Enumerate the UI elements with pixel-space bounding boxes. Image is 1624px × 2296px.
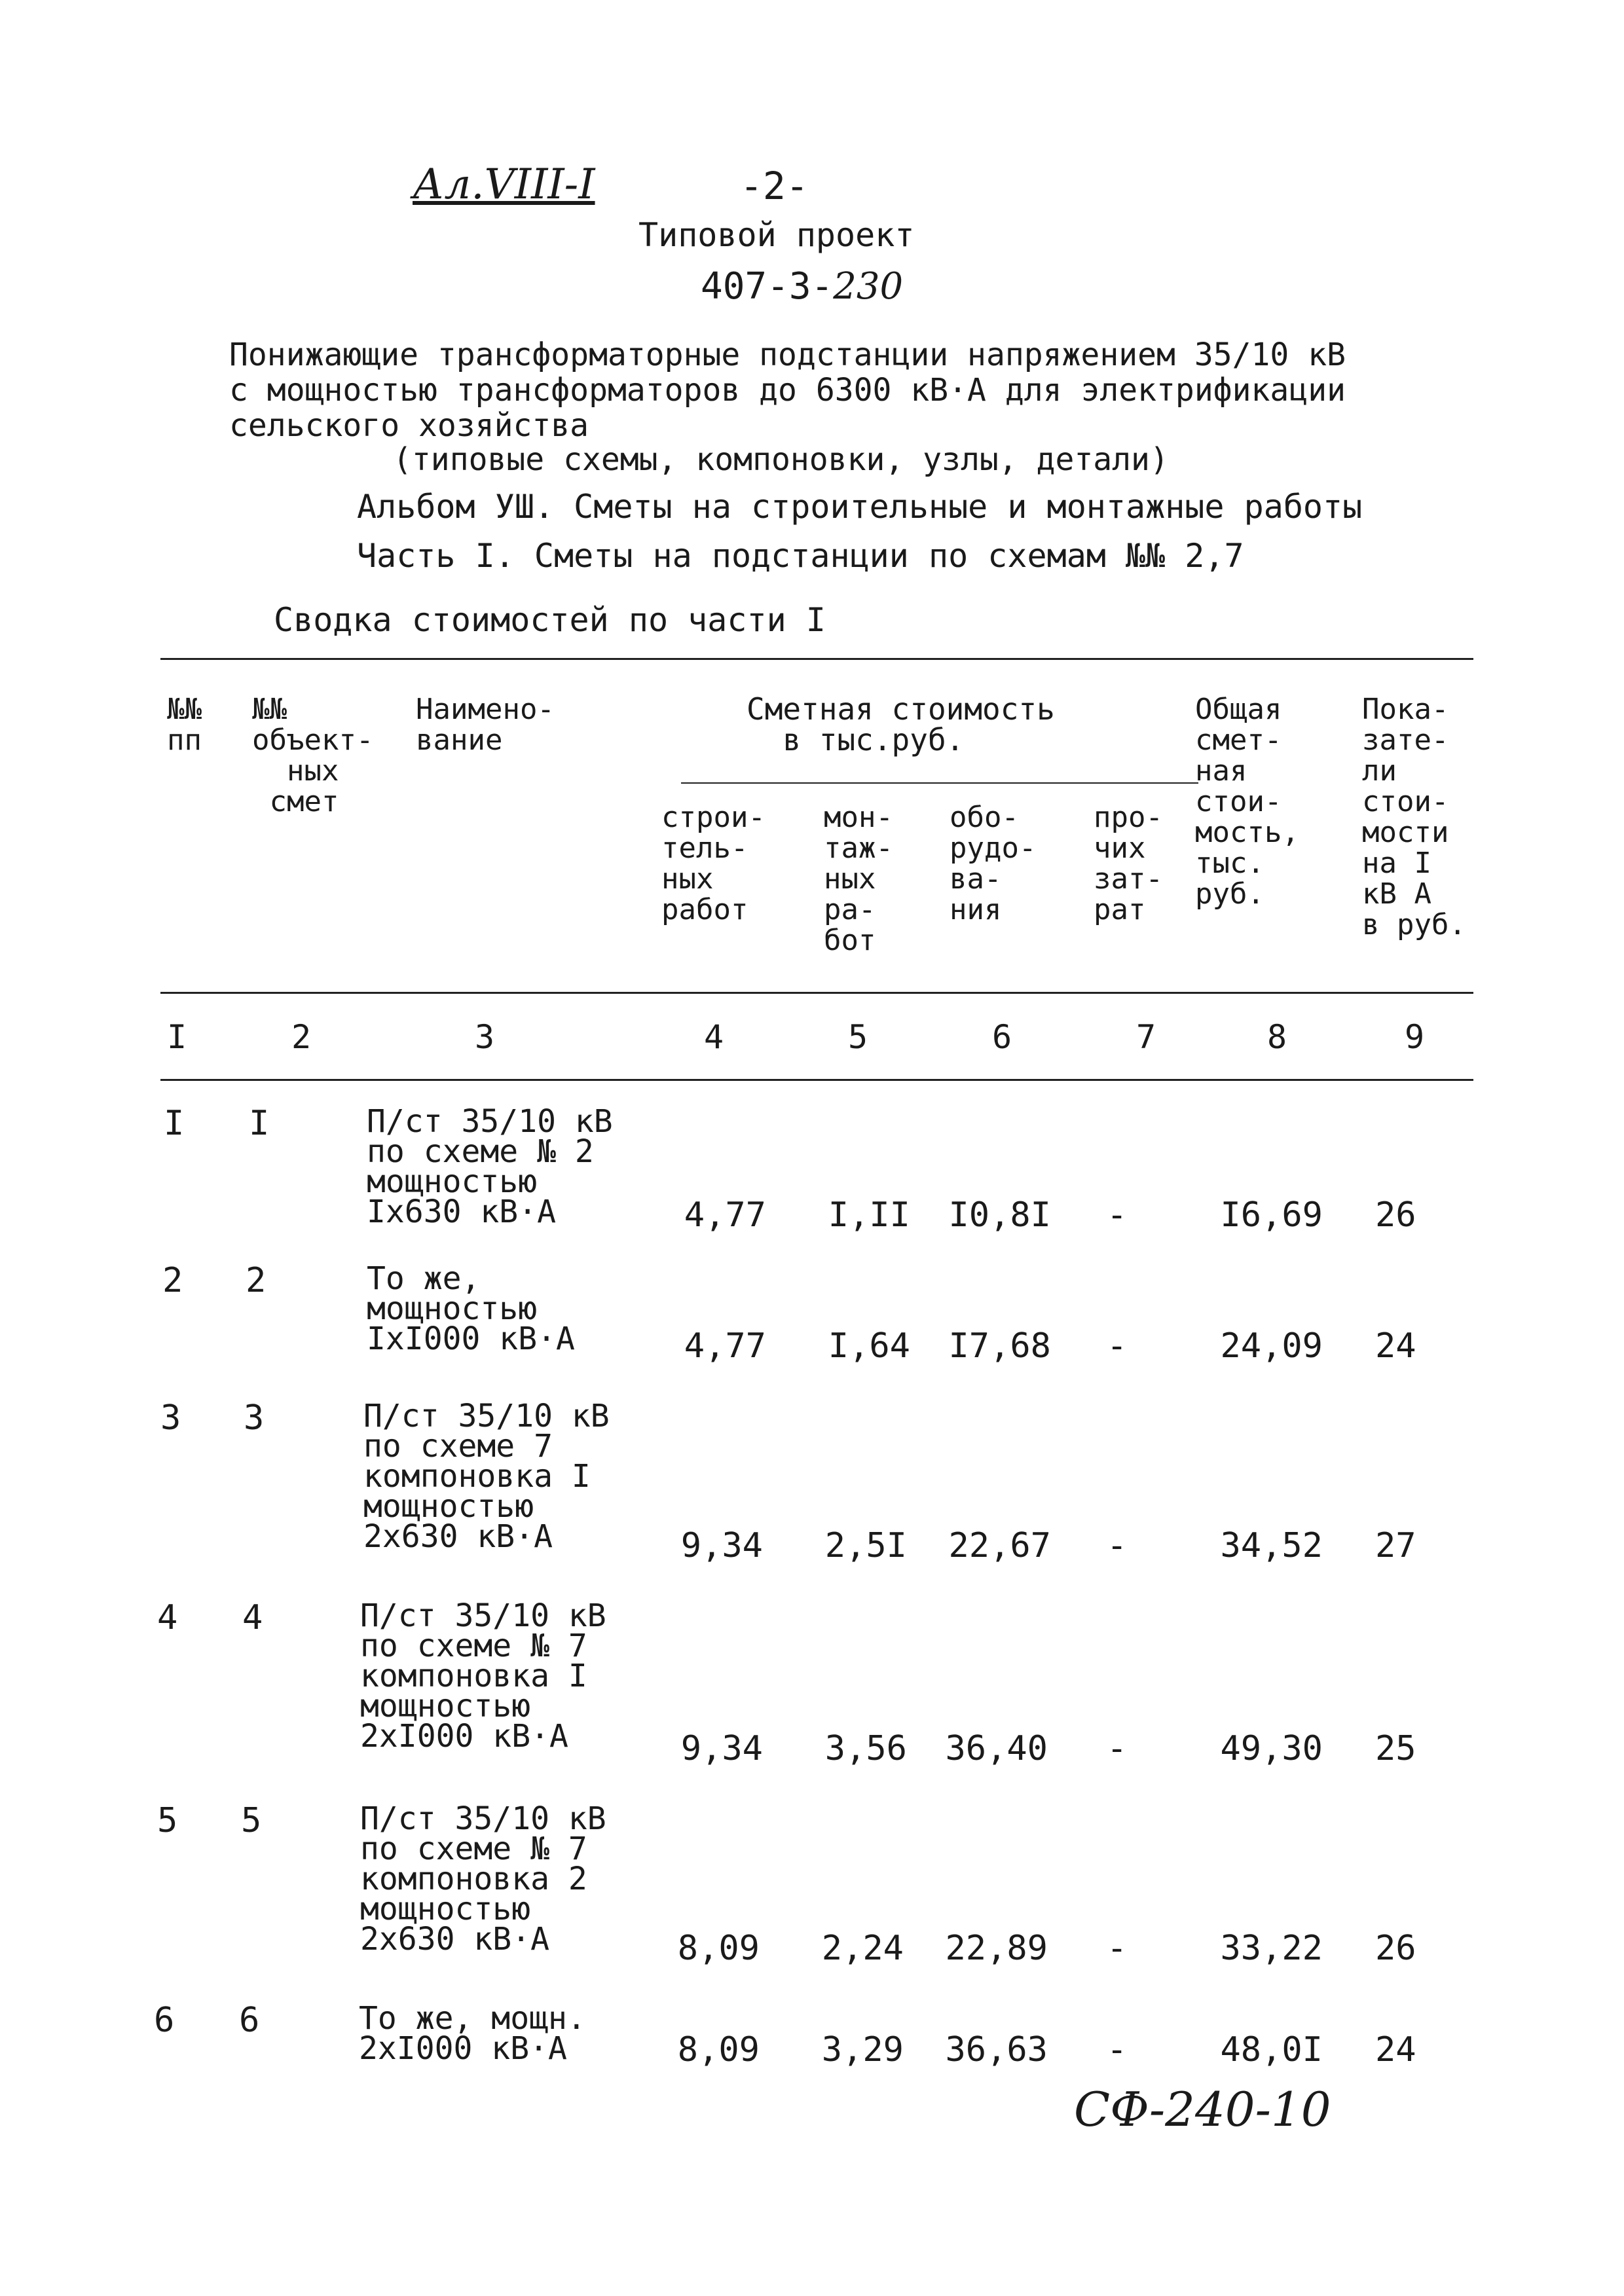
title-line-1: Понижающие трансформаторные подстанции напряжением 35/10 кВ: [229, 337, 1346, 373]
column-numbers-rule: [160, 1079, 1473, 1081]
row-number: 4: [157, 1598, 178, 1637]
other-cost: -: [1107, 1195, 1128, 1235]
title-line-2: с мощностью трансформаторов до 6300 кВ·А для электрификации: [229, 372, 1346, 409]
cost-index: 27: [1375, 1526, 1416, 1565]
installation-cost: 2,24: [821, 1929, 904, 1968]
album-mark: Ал.VIII-I: [413, 160, 595, 209]
column-number: 7: [1135, 1018, 1156, 1056]
title-line-3: сельского хозяйства: [229, 407, 589, 444]
other-cost: -: [1107, 1729, 1128, 1768]
equipment-cost: 36,63: [945, 2030, 1048, 2069]
other-cost: -: [1107, 1526, 1128, 1565]
total-cost: 48,0I: [1220, 2030, 1323, 2069]
construction-cost: 4,77: [684, 1326, 766, 1366]
cost-index: 25: [1375, 1729, 1416, 1768]
object-name: П/ст 35/10 кВ по схеме № 7 компоновка I мощностью 2xI000 кВ·А: [360, 1597, 606, 1755]
cost-index: 24: [1375, 2030, 1416, 2069]
document-stamp: СФ-240-10: [1074, 2082, 1331, 2137]
header-name: Наимено- вание: [416, 693, 555, 757]
total-cost: 33,22: [1220, 1929, 1323, 1968]
column-number: 6: [991, 1018, 1012, 1056]
row-number: 3: [160, 1398, 181, 1438]
estimate-number: 4: [242, 1598, 263, 1637]
album-line: Альбом УШ. Сметы на строительные и монтажные работы: [357, 488, 1363, 526]
equipment-cost: I7,68: [948, 1326, 1051, 1366]
installation-cost: 3,29: [821, 2030, 904, 2069]
total-cost: 49,30: [1220, 1729, 1323, 1768]
equipment-cost: I0,8I: [948, 1195, 1051, 1235]
construction-cost: 8,09: [677, 2030, 760, 2069]
total-cost: 24,09: [1220, 1326, 1323, 1366]
installation-cost: I,64: [828, 1326, 910, 1366]
column-number: 2: [291, 1018, 312, 1056]
other-cost: -: [1107, 2030, 1128, 2069]
estimate-number: 6: [239, 2001, 260, 2040]
project-number: [701, 265, 903, 308]
construction-cost: 8,09: [677, 1929, 760, 1968]
column-number: I: [166, 1018, 187, 1056]
estimate-number: 5: [241, 1801, 262, 1840]
equipment-cost: 36,40: [945, 1729, 1048, 1768]
header-row-number: №№ пп: [167, 693, 202, 757]
installation-cost: 2,5I: [824, 1526, 907, 1565]
construction-cost: 4,77: [684, 1195, 766, 1235]
estimate-number: 3: [244, 1398, 265, 1438]
estimate-number: 2: [246, 1261, 267, 1300]
column-number: 5: [847, 1018, 868, 1056]
estimate-number: I: [249, 1104, 270, 1143]
header-index: Пока- зате- ли стои- мости на I кВ А в руб.: [1362, 693, 1466, 941]
other-cost: -: [1107, 1326, 1128, 1366]
header-other: про- чих зат- рат: [1094, 801, 1163, 926]
header-cost-group: Сметная стоимость в тыс.руб.: [747, 691, 1055, 757]
header-construction: строи- тель- ных работ: [661, 801, 766, 926]
object-name: П/ст 35/10 кВ по схеме 7 компоновка I мощностью 2x630 кВ·А: [363, 1398, 610, 1555]
cost-index: 26: [1375, 1929, 1416, 1968]
header-installation: мон- таж- ных ра- бот: [824, 801, 893, 957]
page-number: -2-: [740, 164, 809, 208]
title-line-4: (типовые схемы, компоновки, узлы, детали): [393, 441, 1169, 478]
column-number: 9: [1404, 1018, 1425, 1056]
object-name: То же, мощностью IxI000 кВ·А: [367, 1260, 575, 1357]
summary-caption: Сводка стоимостей по части I: [274, 601, 826, 639]
project-number-prefix: 407-3-: [701, 265, 834, 308]
construction-cost: 9,34: [680, 1526, 763, 1565]
total-cost: 34,52: [1220, 1526, 1323, 1565]
part-line: Часть I. Сметы на подстанции по схемам №№ 2,7: [357, 537, 1244, 575]
column-number: 3: [474, 1018, 495, 1056]
project-label: Типовой проект: [638, 216, 915, 254]
table-top-rule: [160, 658, 1473, 660]
equipment-cost: 22,67: [948, 1526, 1051, 1565]
construction-cost: 9,34: [680, 1729, 763, 1768]
header-estimate-number: №№ объект- ных смет: [252, 693, 374, 818]
header-bottom-rule: [160, 992, 1473, 994]
installation-cost: 3,56: [824, 1729, 907, 1768]
cost-index: 24: [1375, 1326, 1416, 1366]
group-header-rule: [681, 782, 1198, 784]
header-total: Общая смет- ная стои- мость, тыс. руб.: [1195, 693, 1299, 911]
object-name: П/ст 35/10 кВ по схеме № 7 компоновка 2 мощностью 2x630 кВ·А: [360, 1800, 606, 1958]
column-number: 4: [703, 1018, 724, 1056]
equipment-cost: 22,89: [945, 1929, 1048, 1968]
installation-cost: I,II: [828, 1195, 910, 1235]
column-number: 8: [1266, 1018, 1287, 1056]
total-cost: I6,69: [1220, 1195, 1323, 1235]
object-name: П/ст 35/10 кВ по схеме № 2 мощностью Ix630 кВ·А: [367, 1103, 613, 1230]
cost-index: 26: [1375, 1195, 1416, 1235]
header-equipment: обо- рудо- ва- ния: [950, 801, 1037, 926]
row-number: I: [164, 1104, 185, 1143]
row-number: 5: [157, 1801, 178, 1840]
row-number: 2: [162, 1261, 183, 1300]
project-number-suffix: 230: [833, 265, 904, 308]
other-cost: -: [1107, 1929, 1128, 1968]
object-name: То же, мощн. 2xI000 кВ·А: [359, 2000, 586, 2067]
row-number: 6: [154, 2001, 175, 2040]
